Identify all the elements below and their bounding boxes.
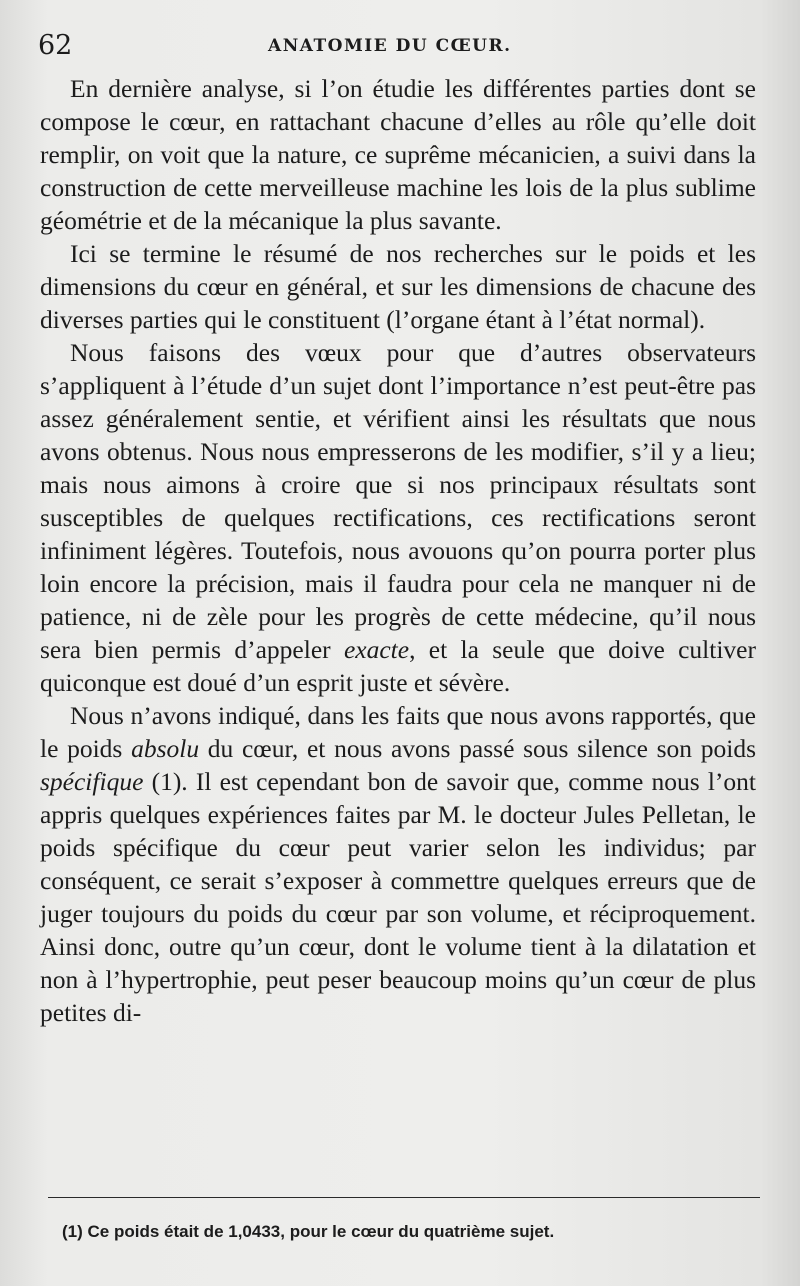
page-number: 62 — [38, 30, 73, 61]
paragraph — [40, 336, 756, 699]
italic-text: absolu — [131, 734, 200, 763]
italic-text: exacte — [343, 635, 410, 664]
text-run: du cœur, et nous avons passé sous silence son poids — [199, 734, 756, 763]
running-head: ANATOMIE DU CŒUR. — [268, 36, 512, 56]
text-run: En dernière analyse, si l’on étudie les différentes parties dont se compose le cœur, en rattachant chacune d’elles au rôle qu’elle doit remplir, on voit que la nature, ce suprême mécanicien, a suivi dans la construction de cette merveilleuse machine les lois de la plus sublime géométrie et de la mécanique la plus savante. — [40, 74, 756, 235]
text-run: (1). Il est cependant bon de savoir que, comme nous l’ont appris quelques expériences faites par M. le docteur Jules Pelletan, le poids spécifique du cœur peut varier selon les individus; par conséquent, ce serait s’exposer à commettre quelques erreurs que de juger toujours du poids du cœur par son volume, et réciproquement. Ainsi donc, outre qu’un cœur, dont le volume tient à la dilatation et non à l’hypertrophie, peut peser beaucoup moins qu’un cœur de plus petites di- — [40, 767, 756, 1027]
footnote-rule — [48, 1197, 760, 1198]
paragraph — [40, 237, 756, 336]
paragraph — [40, 72, 756, 237]
footnote: (1) Ce poids était de 1,0433, pour le cœur du quatrième sujet. — [62, 1222, 555, 1241]
text-run: , et la seule que doive cultiver quiconque est doué d’un esprit juste et sévère. — [40, 635, 756, 697]
page-header — [38, 30, 758, 64]
italic-text: spécifique — [40, 767, 144, 796]
text-run: Ici se termine le résumé de nos recherches sur le poids et les dimensions du cœur en général, et sur les dimensions de chacune des diverses parties qui le constituent (l’organe étant à l’état normal). — [40, 239, 756, 334]
paragraph — [40, 699, 756, 1029]
body-text — [40, 72, 756, 1029]
text-run: Nous n’avons indiqué, dans les faits que nous avons rapportés, que le poids — [40, 701, 756, 763]
text-run: Nous faisons des vœux pour que d’autres observateurs s’appliquent à l’étude d’un sujet dont l’importance n’est peut-être pas assez généralement sentie, et vérifient ainsi les résultats que nous avons obtenus. Nous nous empresserons de les modifier, s’il y a lieu; mais nous aimons à croire que si nos principaux résultats sont susceptibles de quelques rectifications, ces rectifications seront infiniment légères. Toutefois, nous avouons qu’on pourra porter plus loin encore la précision, mais il faudra pour cela ne manquer ni de patience, ni de zèle pour les progrès de cette médecine, qu’il nous sera bien permis d’appeler — [40, 338, 756, 664]
